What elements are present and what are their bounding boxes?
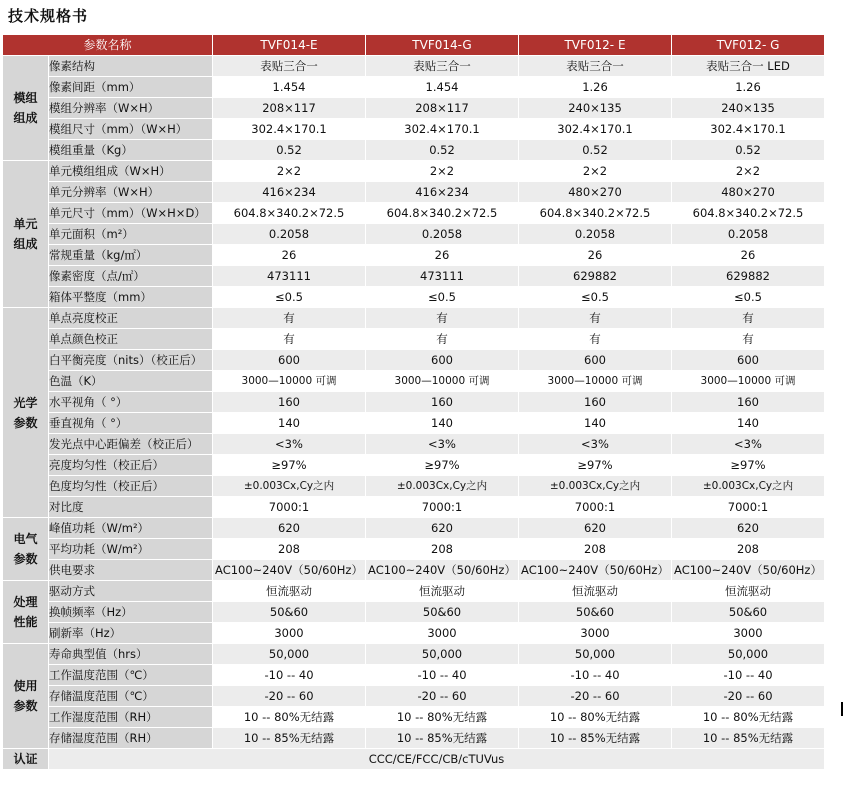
value-cell-model-1: 10 -- 85%无结露 bbox=[213, 728, 366, 749]
value-cell-model-4: 2×2 bbox=[672, 161, 825, 182]
table-row bbox=[3, 98, 825, 119]
value-cell-model-2: 1.454 bbox=[366, 77, 519, 98]
value-cell-model-3: 表贴三合一 bbox=[519, 56, 672, 77]
header-model-4: TVF012- G bbox=[672, 35, 825, 56]
param-name: 模组尺寸（mm）（W×H） bbox=[49, 119, 213, 140]
table-row bbox=[3, 308, 825, 329]
value-cell-model-1: 0.52 bbox=[213, 140, 366, 161]
param-name: 水平视角（ °） bbox=[49, 392, 213, 413]
value-cell-model-3: 恒流驱动 bbox=[519, 581, 672, 602]
page-title: 技术规格书 bbox=[8, 7, 89, 25]
group-label-line: 参数 bbox=[13, 552, 38, 566]
value-cell-model-2: 0.2058 bbox=[366, 224, 519, 245]
table-row bbox=[3, 602, 825, 623]
value-cell-model-4: ≤0.5 bbox=[672, 287, 825, 308]
table-row bbox=[3, 686, 825, 707]
param-name: 换帧频率（Hz） bbox=[49, 602, 213, 623]
value-cell-model-2: 10 -- 80%无结露 bbox=[366, 707, 519, 728]
value-cell-model-4: <3% bbox=[672, 434, 825, 455]
value-cell-model-4: 50&60 bbox=[672, 602, 825, 623]
value-cell-model-4: 604.8×340.2×72.5 bbox=[672, 203, 825, 224]
value-cell-model-2: 208 bbox=[366, 539, 519, 560]
table-row bbox=[3, 413, 825, 434]
param-name: 峰值功耗（W/m²） bbox=[49, 518, 213, 539]
group-label-line: 光学 bbox=[13, 395, 38, 410]
value-cell-model-1: ±0.003Cx,Cy之内 bbox=[213, 476, 366, 497]
table-row bbox=[3, 518, 825, 539]
value-cell-model-1: ≥97% bbox=[213, 455, 366, 476]
value-cell-model-1: 3000 bbox=[213, 623, 366, 644]
param-name: 对比度 bbox=[49, 497, 213, 518]
value-cell-model-4: 10 -- 85%无结露 bbox=[672, 728, 825, 749]
table-row bbox=[3, 455, 825, 476]
table-row bbox=[3, 665, 825, 686]
value-cell-model-4: 1.26 bbox=[672, 77, 825, 98]
value-cell-model-2: 2×2 bbox=[366, 161, 519, 182]
value-cell-model-1: 1.454 bbox=[213, 77, 366, 98]
param-name: 模组分辨率（W×H） bbox=[49, 98, 213, 119]
value-cell-model-3: ≤0.5 bbox=[519, 287, 672, 308]
group-label-line: 模组 bbox=[13, 91, 38, 105]
value-cell-model-4: 600 bbox=[672, 350, 825, 371]
group-label-line: 组成 bbox=[13, 111, 38, 125]
value-cell-model-2: 620 bbox=[366, 518, 519, 539]
param-name: 存储湿度范围（RH） bbox=[49, 728, 213, 749]
table-row bbox=[3, 392, 825, 413]
value-cell-model-3: -10 -- 40 bbox=[519, 665, 672, 686]
value-cell-model-3: 50&60 bbox=[519, 602, 672, 623]
group-label bbox=[3, 161, 49, 308]
value-cell-model-4: 160 bbox=[672, 392, 825, 413]
value-cell-model-1: 7000:1 bbox=[213, 497, 366, 518]
table-row bbox=[3, 623, 825, 644]
value-cell-model-2: 600 bbox=[366, 350, 519, 371]
value-cell-model-4: 208 bbox=[672, 539, 825, 560]
value-cell-model-3: 0.2058 bbox=[519, 224, 672, 245]
value-cell-model-3: 480×270 bbox=[519, 182, 672, 203]
vertical-mark bbox=[841, 702, 843, 716]
table-row bbox=[3, 77, 825, 98]
value-cell-model-4: -20 -- 60 bbox=[672, 686, 825, 707]
value-cell-model-2: 302.4×170.1 bbox=[366, 119, 519, 140]
value-cell-model-2: AC100~240V（50/60Hz） bbox=[366, 560, 519, 581]
param-name: 亮度均匀性（校正后） bbox=[49, 455, 213, 476]
group-label-line: 电气 bbox=[13, 532, 38, 546]
value-cell-model-3: 604.8×340.2×72.5 bbox=[519, 203, 672, 224]
value-cell-model-3: 有 bbox=[519, 329, 672, 350]
value-cell-model-3: 0.52 bbox=[519, 140, 672, 161]
value-cell-model-4: -10 -- 40 bbox=[672, 665, 825, 686]
value-cell-model-2: 160 bbox=[366, 392, 519, 413]
group-label-line: 组成 bbox=[13, 237, 38, 251]
table-row bbox=[3, 350, 825, 371]
table-row bbox=[3, 140, 825, 161]
value-cell-model-2: 7000:1 bbox=[366, 497, 519, 518]
value-cell-model-2: 208×117 bbox=[366, 98, 519, 119]
param-name: 像素间距（mm） bbox=[49, 77, 213, 98]
value-cell-model-1: 0.2058 bbox=[213, 224, 366, 245]
value-cell-model-3: 3000 bbox=[519, 623, 672, 644]
param-name: 垂直视角（ °） bbox=[49, 413, 213, 434]
value-cell-model-2: ±0.003Cx,Cy之内 bbox=[366, 476, 519, 497]
value-cell-model-1: ≤0.5 bbox=[213, 287, 366, 308]
value-cell-model-1: 416×234 bbox=[213, 182, 366, 203]
value-cell-model-2: -20 -- 60 bbox=[366, 686, 519, 707]
param-name: 模组重量（Kg） bbox=[49, 140, 213, 161]
value-cell-model-1: 有 bbox=[213, 308, 366, 329]
table-row bbox=[3, 581, 825, 602]
value-cell-model-2: 604.8×340.2×72.5 bbox=[366, 203, 519, 224]
table-row bbox=[3, 434, 825, 455]
value-cell-model-4: 有 bbox=[672, 329, 825, 350]
value-cell-model-1: 恒流驱动 bbox=[213, 581, 366, 602]
param-name: 像素密度（点/㎡） bbox=[49, 266, 213, 287]
value-cell-model-2: 26 bbox=[366, 245, 519, 266]
value-cell-model-3: 1.26 bbox=[519, 77, 672, 98]
value-cell-model-4: 表贴三合一 LED bbox=[672, 56, 825, 77]
value-cell-model-3: ±0.003Cx,Cy之内 bbox=[519, 476, 672, 497]
value-cell-model-4: 有 bbox=[672, 308, 825, 329]
value-cell-model-4: 10 -- 80%无结露 bbox=[672, 707, 825, 728]
table-row bbox=[3, 728, 825, 749]
param-name: 白平衡亮度（nits）（校正后） bbox=[49, 350, 213, 371]
param-name: 寿命典型值（hrs） bbox=[49, 644, 213, 665]
value-cell-model-4: 0.2058 bbox=[672, 224, 825, 245]
header-model-2: TVF014-G bbox=[366, 35, 519, 56]
value-cell-model-4: 620 bbox=[672, 518, 825, 539]
header-model-3: TVF012- E bbox=[519, 35, 672, 56]
value-cell-model-4: 302.4×170.1 bbox=[672, 119, 825, 140]
table-row bbox=[3, 560, 825, 581]
value-cell-model-4: 240×135 bbox=[672, 98, 825, 119]
table-row bbox=[3, 224, 825, 245]
param-name: 存储温度范围（℃） bbox=[49, 686, 213, 707]
value-cell-model-1: 50,000 bbox=[213, 644, 366, 665]
param-name: 单元分辨率（W×H） bbox=[49, 182, 213, 203]
value-cell-model-1: -20 -- 60 bbox=[213, 686, 366, 707]
param-name: 工作温度范围（℃） bbox=[49, 665, 213, 686]
value-cell-model-1: 3000—10000 可调 bbox=[213, 371, 366, 392]
value-cell-model-1: 302.4×170.1 bbox=[213, 119, 366, 140]
value-cell-model-3: 50,000 bbox=[519, 644, 672, 665]
param-name: 单点亮度校正 bbox=[49, 308, 213, 329]
value-cell-model-1: 600 bbox=[213, 350, 366, 371]
group-label bbox=[3, 644, 49, 749]
value-cell-model-3: <3% bbox=[519, 434, 672, 455]
value-cell-model-2: -10 -- 40 bbox=[366, 665, 519, 686]
param-name: 工作湿度范围（RH） bbox=[49, 707, 213, 728]
value-cell-model-4: 629882 bbox=[672, 266, 825, 287]
value-cell-model-2: 473111 bbox=[366, 266, 519, 287]
value-cell-model-1: 604.8×340.2×72.5 bbox=[213, 203, 366, 224]
value-cell-model-3: 有 bbox=[519, 308, 672, 329]
spec-body bbox=[3, 56, 825, 770]
group-label-line: 单元 bbox=[13, 217, 38, 231]
certification-row bbox=[3, 749, 825, 770]
value-cell-model-3: 26 bbox=[519, 245, 672, 266]
param-name: 色度均匀性（校正后） bbox=[49, 476, 213, 497]
table-row bbox=[3, 119, 825, 140]
value-cell-model-3: AC100~240V（50/60Hz） bbox=[519, 560, 672, 581]
value-cell-model-4: 7000:1 bbox=[672, 497, 825, 518]
group-label-line: 性能 bbox=[13, 615, 38, 629]
value-cell-model-2: ≥97% bbox=[366, 455, 519, 476]
value-cell-model-3: ≥97% bbox=[519, 455, 672, 476]
group-label bbox=[3, 518, 49, 581]
table-row bbox=[3, 266, 825, 287]
value-cell-model-4: 50,000 bbox=[672, 644, 825, 665]
value-cell-model-2: 416×234 bbox=[366, 182, 519, 203]
value-cell-model-4: 140 bbox=[672, 413, 825, 434]
value-cell-model-1: 160 bbox=[213, 392, 366, 413]
value-cell-model-3: 600 bbox=[519, 350, 672, 371]
value-cell-model-3: 629882 bbox=[519, 266, 672, 287]
value-cell-model-4: ≥97% bbox=[672, 455, 825, 476]
value-cell-model-3: 620 bbox=[519, 518, 672, 539]
value-cell-model-2: ≤0.5 bbox=[366, 287, 519, 308]
value-cell-model-1: 26 bbox=[213, 245, 366, 266]
value-cell-model-1: 表贴三合一 bbox=[213, 56, 366, 77]
value-cell-model-1: 10 -- 80%无结露 bbox=[213, 707, 366, 728]
value-cell-model-2: 表贴三合一 bbox=[366, 56, 519, 77]
value-cell-model-4: 480×270 bbox=[672, 182, 825, 203]
group-label-line: 参数 bbox=[13, 699, 38, 713]
value-cell-model-2: 0.52 bbox=[366, 140, 519, 161]
value-cell-model-4: 恒流驱动 bbox=[672, 581, 825, 602]
value-cell-model-1: 2×2 bbox=[213, 161, 366, 182]
value-cell-model-2: 140 bbox=[366, 413, 519, 434]
table-row bbox=[3, 371, 825, 392]
value-cell-model-2: 10 -- 85%无结露 bbox=[366, 728, 519, 749]
value-cell-model-4: 3000 bbox=[672, 623, 825, 644]
value-cell-model-3: -20 -- 60 bbox=[519, 686, 672, 707]
value-cell-model-3: 160 bbox=[519, 392, 672, 413]
header-model-1: TVF014-E bbox=[213, 35, 366, 56]
param-name: 平均功耗（W/m²） bbox=[49, 539, 213, 560]
value-cell-model-3: 3000—10000 可调 bbox=[519, 371, 672, 392]
param-name: 像素结构 bbox=[49, 56, 213, 77]
group-label-line: 处理 bbox=[13, 595, 38, 609]
param-name: 单点颜色校正 bbox=[49, 329, 213, 350]
param-name: 箱体平整度（mm） bbox=[49, 287, 213, 308]
group-label bbox=[3, 308, 49, 518]
value-cell-model-3: 208 bbox=[519, 539, 672, 560]
table-row bbox=[3, 329, 825, 350]
value-cell-model-2: <3% bbox=[366, 434, 519, 455]
value-cell-model-4: 3000—10000 可调 bbox=[672, 371, 825, 392]
table-row bbox=[3, 56, 825, 77]
value-cell-model-1: AC100~240V（50/60Hz） bbox=[213, 560, 366, 581]
value-cell-model-2: 3000 bbox=[366, 623, 519, 644]
param-name: 色温（K） bbox=[49, 371, 213, 392]
param-name: 单元尺寸（mm）（W×H×D） bbox=[49, 203, 213, 224]
value-cell-model-3: 10 -- 80%无结露 bbox=[519, 707, 672, 728]
group-label-line: 参数 bbox=[13, 415, 38, 430]
header-row bbox=[3, 35, 825, 56]
value-cell-model-4: 26 bbox=[672, 245, 825, 266]
param-name: 刷新率（Hz） bbox=[49, 623, 213, 644]
value-cell-model-3: 10 -- 85%无结露 bbox=[519, 728, 672, 749]
value-cell-model-1: 473111 bbox=[213, 266, 366, 287]
param-name: 单元面积（m²） bbox=[49, 224, 213, 245]
group-label-line: 使用 bbox=[13, 679, 38, 693]
value-cell-model-1: 208 bbox=[213, 539, 366, 560]
certification-label: 认证 bbox=[3, 749, 49, 770]
value-cell-model-3: 240×135 bbox=[519, 98, 672, 119]
value-cell-model-4: AC100~240V（50/60Hz） bbox=[672, 560, 825, 581]
value-cell-model-2: 3000—10000 可调 bbox=[366, 371, 519, 392]
table-row bbox=[3, 287, 825, 308]
table-row bbox=[3, 203, 825, 224]
table-row bbox=[3, 476, 825, 497]
param-name: 供电要求 bbox=[49, 560, 213, 581]
spec-table bbox=[2, 34, 825, 770]
value-cell-model-1: 208×117 bbox=[213, 98, 366, 119]
value-cell-model-1: <3% bbox=[213, 434, 366, 455]
value-cell-model-3: 2×2 bbox=[519, 161, 672, 182]
table-row bbox=[3, 161, 825, 182]
value-cell-model-1: 有 bbox=[213, 329, 366, 350]
value-cell-model-1: 50&60 bbox=[213, 602, 366, 623]
table-row bbox=[3, 644, 825, 665]
table-row bbox=[3, 707, 825, 728]
param-name: 单元模组组成（W×H） bbox=[49, 161, 213, 182]
value-cell-model-1: -10 -- 40 bbox=[213, 665, 366, 686]
param-name: 常规重量（kg/㎡） bbox=[49, 245, 213, 266]
param-name: 驱动方式 bbox=[49, 581, 213, 602]
value-cell-model-2: 50&60 bbox=[366, 602, 519, 623]
group-label bbox=[3, 581, 49, 644]
value-cell-model-2: 50,000 bbox=[366, 644, 519, 665]
value-cell-model-3: 140 bbox=[519, 413, 672, 434]
value-cell-model-2: 有 bbox=[366, 308, 519, 329]
table-row bbox=[3, 245, 825, 266]
value-cell-model-4: ±0.003Cx,Cy之内 bbox=[672, 476, 825, 497]
param-name: 发光点中心距偏差（校正后） bbox=[49, 434, 213, 455]
value-cell-model-3: 7000:1 bbox=[519, 497, 672, 518]
value-cell-model-4: 0.52 bbox=[672, 140, 825, 161]
value-cell-model-1: 620 bbox=[213, 518, 366, 539]
table-row bbox=[3, 539, 825, 560]
certification-value: CCC/CE/FCC/CB/cTUVus bbox=[49, 749, 825, 770]
table-row bbox=[3, 497, 825, 518]
table-row bbox=[3, 182, 825, 203]
value-cell-model-1: 140 bbox=[213, 413, 366, 434]
header-param-name: 参数名称 bbox=[3, 35, 213, 56]
group-label bbox=[3, 56, 49, 161]
value-cell-model-2: 有 bbox=[366, 329, 519, 350]
value-cell-model-3: 302.4×170.1 bbox=[519, 119, 672, 140]
value-cell-model-2: 恒流驱动 bbox=[366, 581, 519, 602]
